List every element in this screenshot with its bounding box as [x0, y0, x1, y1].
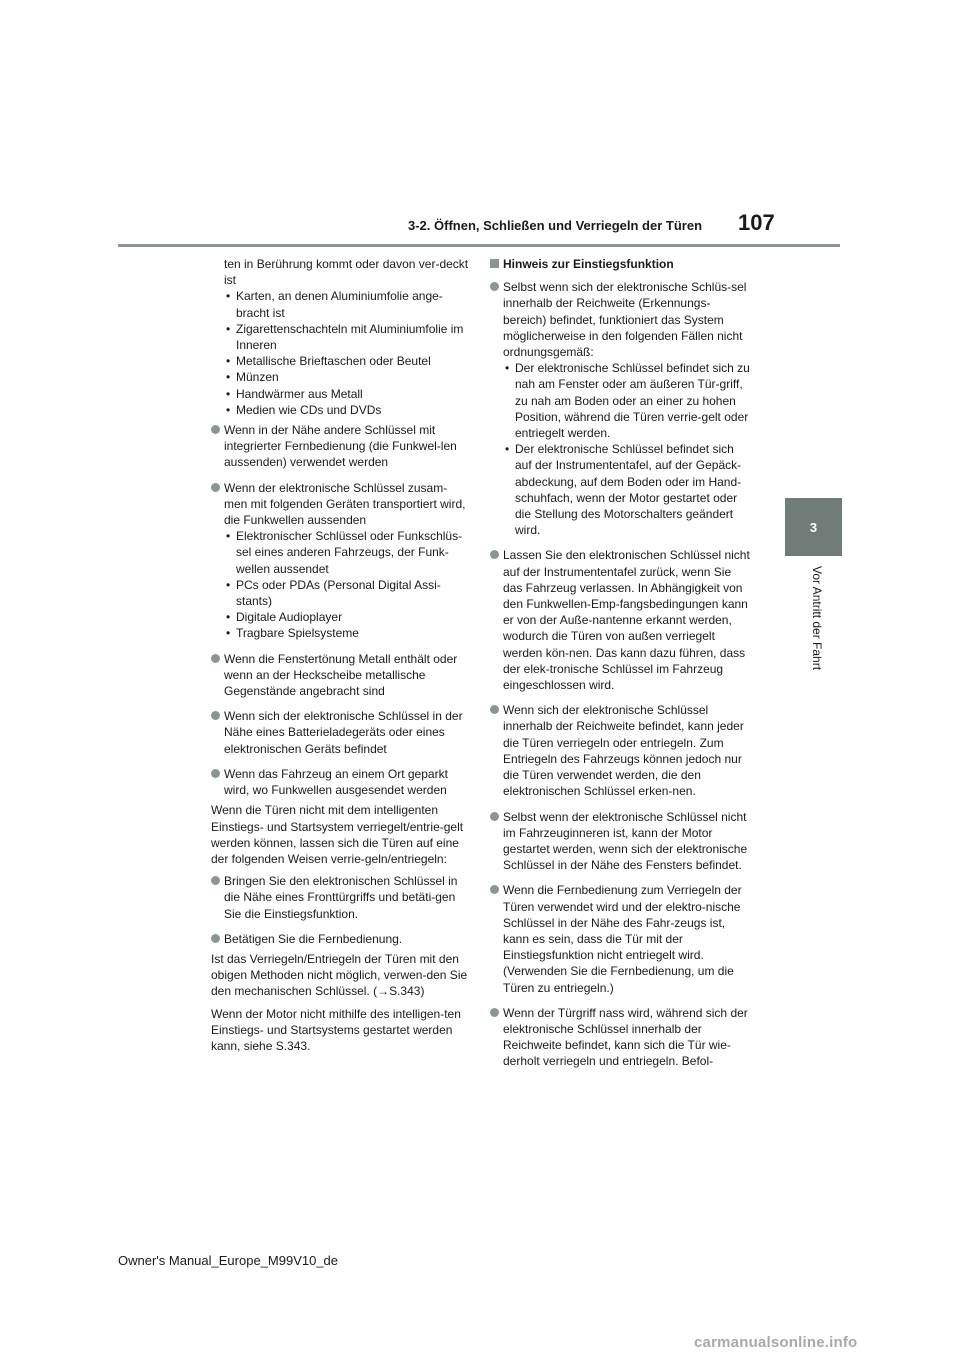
list-item: • Zigarettenschachteln mit Aluminiumfolie im Inneren [211, 321, 469, 353]
list-item: • Der elektronische Schlüssel befindet sich zu nah am Fenster oder am äußeren Tür-griff, zu nah am Boden oder an einer zu hohen Position, während die Türen verrie-gelt oder entriegelt werden. [490, 360, 753, 441]
bullet-item [211, 422, 469, 471]
list-item: • Der elektronische Schlüssel befindet sich auf der Instrumententafel, auf der Gepäck-abdeckung, auf dem Boden oder im Hand-schuhfach, wenn der Motor gestartet oder die Stellung des Motorschalters geändert wird. [490, 441, 753, 538]
list-item: • PCs oder PDAs (Personal Digital Assi-stants) [211, 577, 469, 609]
paragraph: Wenn die Türen nicht mit dem intelligenten Einstiegs- und Startsystem verriegelt/entrie-gelt werden können, lassen sich die Türen auf eine der folgenden Weisen verrie-geln/entriegeln: [211, 803, 464, 866]
bullet-text: Wenn in der Nähe andere Schlüssel mit integrierter Fernbedienung (die Funkwel-len aussenden) verwendet werden [211, 422, 469, 471]
bullet-item [211, 708, 469, 757]
bullet-text: Wenn sich der elektronische Schlüssel innerhalb der Reichweite befindet, kann jeder die Türen verriegeln oder entriegeln. Zum Entriegeln des Fahrzeugs können jedoch nur die Türen verwendet werden, die den elektronischen Schlüssel erken-nen. [490, 702, 753, 799]
list-item: • Handwärmer aus Metall [211, 386, 469, 402]
bullet-text: Wenn sich der elektronische Schlüssel in der Nähe eines Batterieladegeräts oder eines elektronischen Geräts befindet [211, 708, 469, 757]
paragraph: Wenn der Motor nicht mithilfe des intelligen-ten Einstiegs- und Startsystems gestartet werden kann, siehe S.343. [211, 1006, 461, 1053]
chapter-label: Vor Antritt der Fahrt [810, 566, 824, 671]
bullet-item [211, 480, 469, 642]
right-column [491, 256, 753, 1079]
bullet-text: Selbst wenn der elektronische Schlüssel nicht im Fahrzeuginneren ist, kann der Motor gestartet werden, wenn sich der elektronische Schlüssel in der Nähe des Fensters befindet. [490, 809, 753, 874]
chapter-tab[interactable] [785, 498, 842, 556]
continuation-block [211, 256, 469, 418]
list-item: • Medien wie CDs und DVDs [211, 402, 469, 418]
bullet-item [211, 766, 469, 798]
bullet-item [490, 882, 753, 995]
list-item: • Münzen [211, 369, 469, 385]
list-item: • Metallische Brieftaschen oder Beutel [211, 353, 469, 369]
bullet-item [211, 651, 469, 700]
bullet-text: Wenn das Fahrzeug an einem Ort geparkt wird, wo Funkwellen ausgesendet werden [211, 766, 469, 798]
bullet-item [490, 1005, 753, 1070]
list-item: • Digitale Audioplayer [211, 609, 469, 625]
bullet-text: Bringen Sie den elektronischen Schlüssel in die Nähe eines Fronttürgriffs und betäti-gen Sie die Einstiegsfunktion. [211, 873, 469, 922]
list-item: • Tragbare Spielsysteme [211, 625, 469, 641]
header-divider [118, 244, 840, 247]
bullet-item [490, 702, 753, 799]
bullet-text: Selbst wenn sich der elektronische Schlüs-sel innerhalb der Reichweite (Erkennungs-bereich) befindet, funktioniert das System möglicherweise in den folgenden Fällen nicht ordnungsgemäß: [490, 279, 753, 360]
bullet-text: Wenn der elektronische Schlüssel zusam-men mit folgenden Geräten transportiert wird, die Funkwellen aussenden [211, 480, 469, 529]
section-title: 3-2. Öffnen, Schließen und Verriegeln der Türen [408, 218, 703, 233]
paragraph: Ist das Verriegeln/Entriegeln der Türen mit den obigen Methoden nicht möglich, verwen-den Sie den mechanischen Schlüssel. (→S.343) [211, 951, 468, 999]
bullet-item [490, 279, 753, 538]
watermark: carmanualsonline.info [694, 1334, 858, 1351]
bullet-item [490, 547, 753, 693]
left-column [211, 256, 469, 1060]
list-item: • Elektronischer Schlüssel oder Funkschlüs-sel eines anderen Fahrzeugs, der Funk-wellen aussendet [211, 528, 469, 577]
bullet-text: Wenn der Türgriff nass wird, während sich der elektronische Schlüssel innerhalb der Reichweite befindet, kann sich die Tür wie-derholt verriegeln und entriegeln. Befol- [490, 1005, 753, 1070]
chapter-number: 3 [809, 519, 818, 535]
bullet-item [211, 873, 469, 922]
bullet-text: Lassen Sie den elektronischen Schlüssel nicht auf der Instrumententafel zurück, wenn Sie das Fahrzeug verlassen. In Abhängigkeit von den Funkwellen-Emp-fangsbedingungen kann er von der Auße-nantenne erkannt werden, wodurch die Türen von außen verriegelt werden kön-nen. Das kann dazu führen, dass der elek-tronische Schlüssel im Fahrzeug eingeschlossen wird. [490, 547, 753, 693]
bullet-text: Betätigen Sie die Fernbedienung. [211, 931, 469, 947]
list-item: • Karten, an denen Aluminiumfolie ange-bracht ist [211, 288, 469, 320]
page-number: 107 [738, 210, 775, 235]
note-heading: Hinweis zur Einstiegsfunktion [490, 256, 753, 272]
bullet-item [211, 931, 469, 947]
continuation-text: ten in Berührung kommt oder davon ver-deckt ist [224, 257, 469, 288]
bullet-text: Wenn die Fernbedienung zum Verriegeln der Türen verwendet wird und der elektro-nische Schlüssel in der Nähe des Fahr-zeugs ist, kann es sein, dass die Tür mit der Einstiegsfunktion nicht entriegelt wird. (Verwenden Sie die Fernbedienung, um die Türen zu entriegeln.) [490, 882, 753, 995]
footer-text: Owner's Manual_Europe_M99V10_de [118, 1253, 339, 1268]
bullet-text: Wenn die Fenstertönung Metall enthält oder wenn an der Heckscheibe metallische Gegenstände angebracht sind [211, 651, 469, 700]
bullet-item [490, 809, 753, 874]
